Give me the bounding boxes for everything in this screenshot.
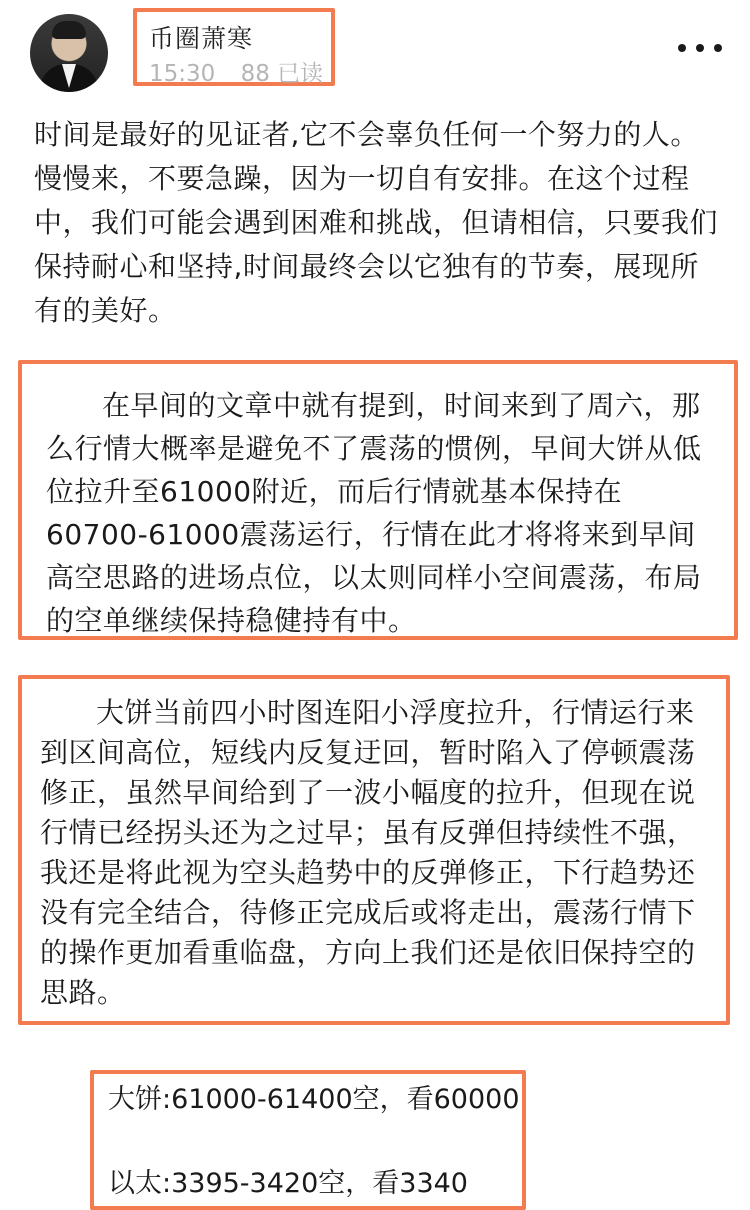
analysis-box bbox=[18, 675, 730, 1025]
avatar[interactable] bbox=[30, 14, 108, 92]
avatar-hair bbox=[52, 21, 86, 39]
dot-icon bbox=[696, 44, 704, 52]
market-review-text: 在早间的文章中就有提到，时间来到了周六，那么行情大概率是避免不了震荡的惯例，早间大饼从低位拉升至61000附近，而后行情就基本保持在60700-61000震荡运行，行情在此才将将来到早间高空思路的进场点位，以太则同样小空间震荡，布局的空单继续保持稳健持有中。 bbox=[46, 389, 702, 637]
trade-summary-box bbox=[90, 1070, 526, 1210]
intro-paragraph: 时间是最好的见证者,它不会辜负任何一个努力的人。慢慢来，不要急躁，因为一切自有安排。在这个过程中，我们可能会遇到困难和挑战，但请相信，只要我们保持耐心和坚持,时间最终会以它独有的节奏，展现所有的美好。 bbox=[34, 118, 719, 327]
author-info-box[interactable] bbox=[133, 8, 335, 86]
more-dots-icon[interactable] bbox=[678, 36, 722, 60]
post-meta bbox=[149, 55, 323, 88]
author-name[interactable]: 币圈萧寒 bbox=[149, 24, 254, 53]
dot-icon bbox=[714, 44, 722, 52]
dot-icon bbox=[678, 44, 686, 52]
post-time: 15:30 bbox=[149, 61, 216, 87]
btc-trade-plan: 大饼:61000-61400空，看60000 bbox=[108, 1084, 520, 1115]
post-header bbox=[0, 0, 750, 110]
market-review-box bbox=[18, 360, 738, 640]
read-count: 88 已读 bbox=[240, 61, 324, 87]
analysis-text: 大饼当前四小时图连阳小浮度拉升，行情运行来到区间高位，短线内反复迂回，暂时陷入了停顿震荡修正，虽然早间给到了一波小幅度的拉升，但现在说行情已经拐头还为之过早；虽有反弹但持续性不强，我还是将此视为空头趋势中的反弹修正，下行趋势还没有完全结合，待修正完成后或将走出，震荡行情下的操作更加看重临盘，方向上我们还是依旧保持空的思路。 bbox=[40, 696, 696, 1009]
eth-trade-plan: 以太:3395-3420空，看3340 bbox=[108, 1168, 468, 1199]
